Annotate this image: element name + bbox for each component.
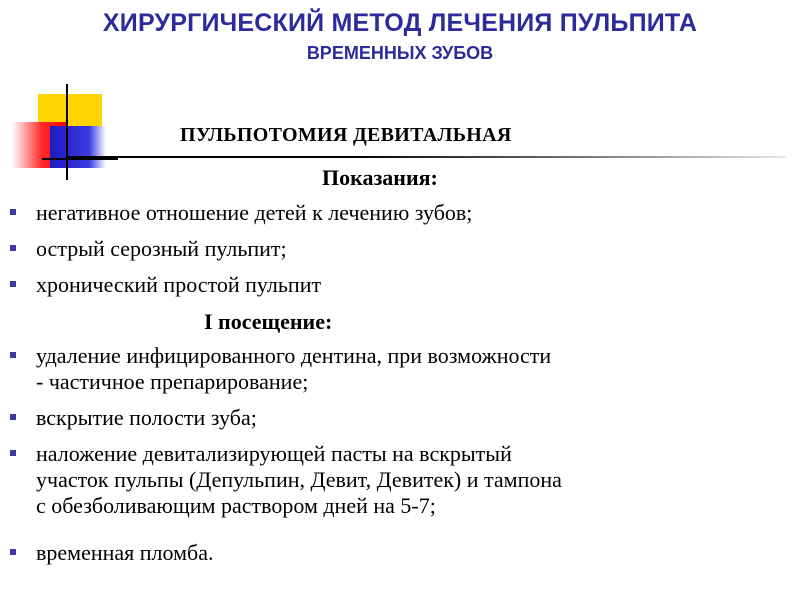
indications-heading: Показания: [322,165,438,190]
list-item-text: вскрытие полости зуба; [36,405,257,430]
list-item-text: хронический простой пульпит [36,272,322,297]
bullet-icon [10,414,16,420]
bullet-icon [10,245,16,251]
bullet-icon [10,450,16,456]
list-item-text: негативное отношение детей к лечению зубов; [36,200,473,225]
slide-title-line2: ВРЕМЕННЫХ ЗУБОВ [306,43,494,63]
slide-title-line1: ХИРУРГИЧЕСКИЙ МЕТОД ЛЕЧЕНИЯ ПУЛЬПИТА [102,9,698,37]
logo-horizontal-line [42,158,118,160]
header-divider [66,156,786,158]
list-item-text: удаление инфицированного дентина, при возможности - частичное препарирование; [36,343,552,394]
logo-blue-square [50,126,106,168]
list-item-text: наложение девитализирующей пасты на вскрытый участок пульпы (Депульпин, Девит, Девитек) и тампона с обезболивающим раствором дней на 5-7; [36,441,562,518]
bullet-icon [10,352,16,358]
visit-heading: I посещение: [204,309,333,334]
list-item-text: временная пломба. [36,540,214,565]
decorative-squares-logo [8,84,118,180]
slide-subtitle: ПУЛЬПОТОМИЯ ДЕВИТАЛЬНАЯ [180,124,512,146]
bullet-icon [10,549,16,555]
bullet-icon [10,209,16,215]
bullet-icon [10,281,16,287]
list-item-text: острый серозный пульпит; [36,236,287,261]
logo-vertical-line [66,84,68,180]
slide-title [0,8,800,66]
